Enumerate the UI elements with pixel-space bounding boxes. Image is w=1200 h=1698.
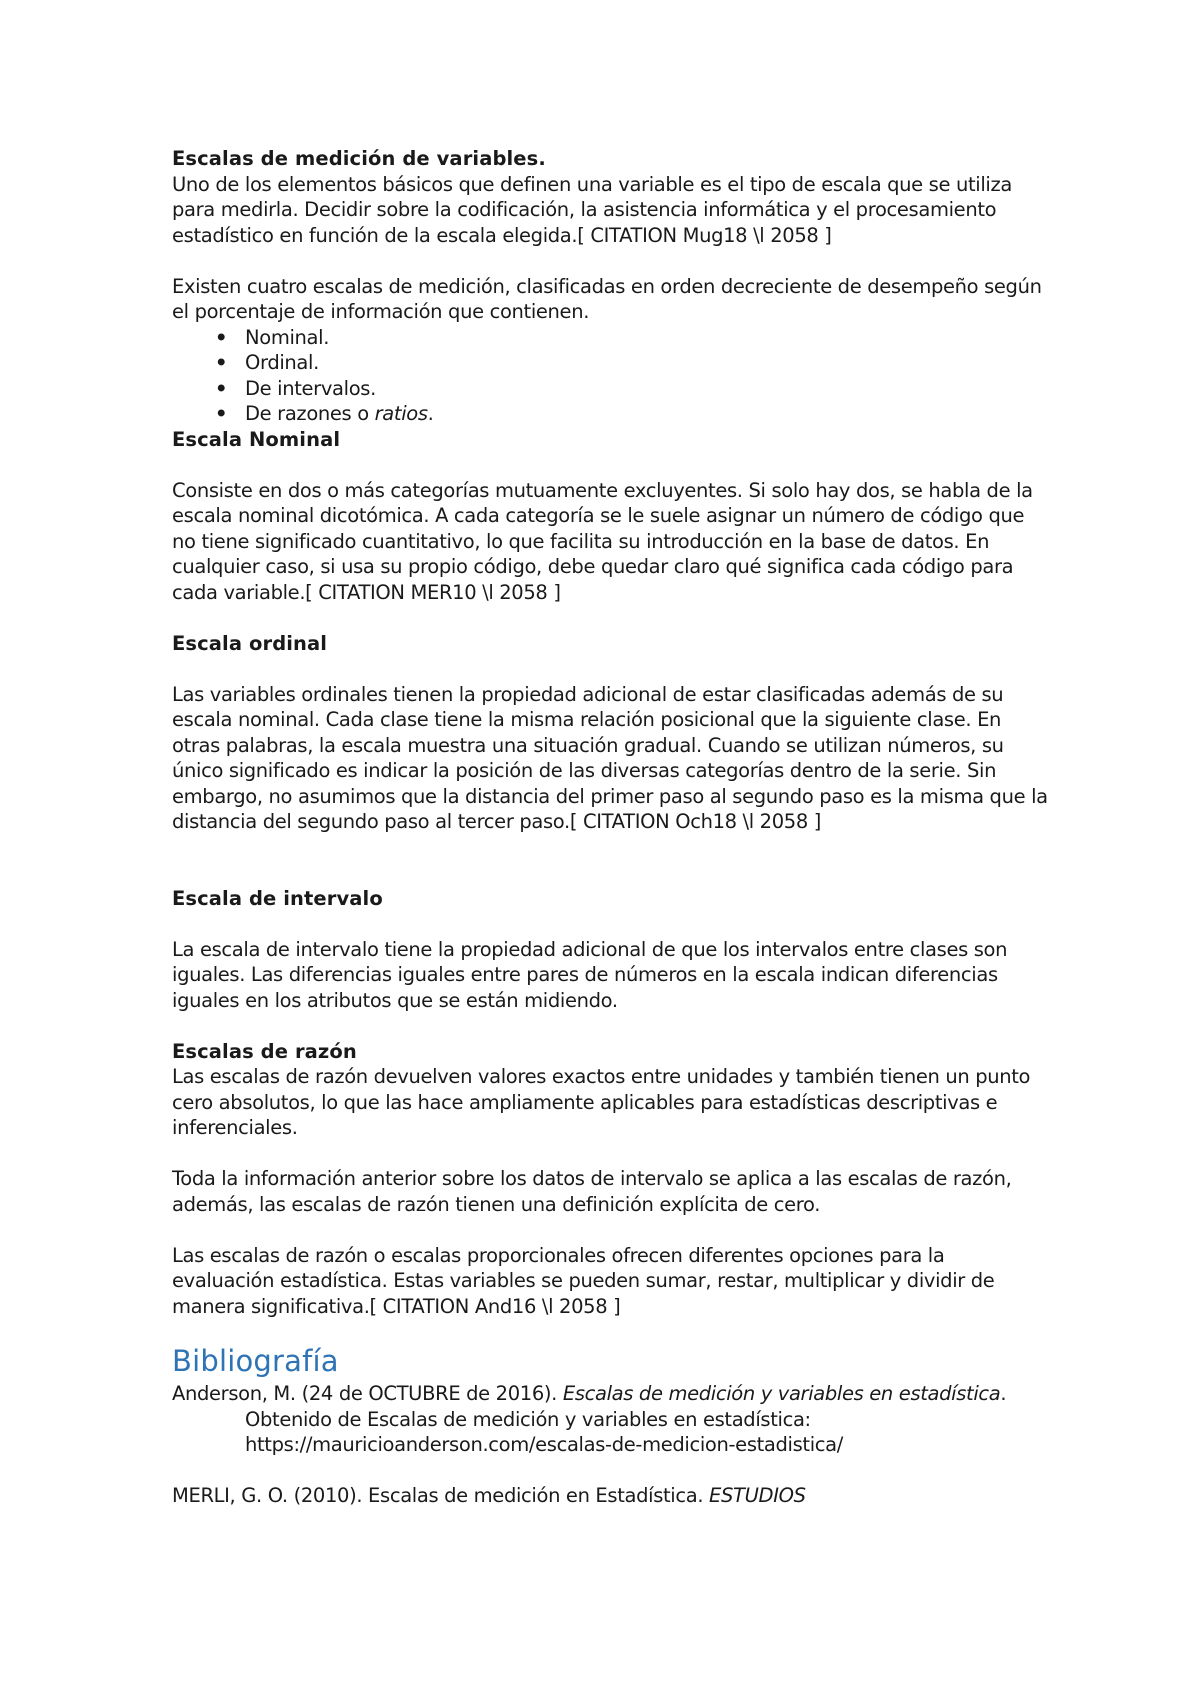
- bullet-icon: •: [215, 325, 228, 349]
- heading-escala-nominal: Escala Nominal: [172, 427, 341, 451]
- heading-escala-ordinal: Escala ordinal: [172, 631, 328, 655]
- bullet-icon: •: [215, 402, 228, 425]
- paragraph-razon-1: Las escalas de razón devuelven valores exactos entre unidades y también tienen un punto cero absolutos, lo que las hace ampliamente aplicables para estadísticas descriptivas e inferenciales.: [172, 1065, 1031, 1139]
- paragraph-razon-2: Toda la información anterior sobre los datos de intervalo se aplica a las escalas de razón, además, las escalas de razón tienen una definición explícita de cero.: [172, 1167, 1012, 1216]
- list-item: • De razones o ratios.: [215, 402, 434, 425]
- bullet-icon: •: [215, 351, 228, 374]
- paragraph-razon-3: Las escalas de razón o escalas proporcionales ofrecen diferentes opciones para la evaluación estadística. Estas variables se pueden sumar, restar, multiplicar y dividir de manera significativa.[ CITATION And16 \l 2058 ]: [172, 1243, 995, 1318]
- paragraph-intro: Uno de los elementos básicos que definen una variable es el tipo de escala que se utiliza para medirla. Decidir sobre la codificación, la asistencia informática y el procesamiento estadístico en función de la escala elegida.[ CITATION Mug18 \l 2058 ]: [172, 172, 1012, 247]
- paragraph-nominal: Consiste en dos o más categorías mutuamente excluyentes. Si solo hay dos, se habla de la escala nominal dicotómica. A cada categoría se le suele asignar un número de código que no tiene significado cuantitativo, lo que facilita su introducción en la base de datos. En cualquier caso, si usa su propio código, debe quedar claro qué significa cada código para cada variable.[ CITATION MER10 \l 2058 ]: [172, 478, 1033, 604]
- heading-bibliografia: Bibliografía: [172, 1344, 339, 1378]
- heading-escala-intervalo: Escala de intervalo: [172, 886, 383, 910]
- document-body: [172, 146, 1052, 1509]
- paragraph-cuatro-escalas: Existen cuatro escalas de medición, clasificadas en orden decreciente de desempeño según el porcentaje de información que contienen.: [172, 274, 1042, 323]
- bibliography-entry-merli: MERLI, G. O. (2010). Escalas de medición en Estadística. ESTUDIOS: [172, 1484, 806, 1507]
- paragraph-ordinal: Las variables ordinales tienen la propiedad adicional de estar clasificadas además de su escala nominal. Cada clase tiene la misma relación posicional que la siguiente clase. En otras palabras, la escala muestra una situación gradual. Cuando se utilizan números, su único significado es indicar la posición de las diversas categorías dentro de la serie. Sin embargo, no asumimos que la distancia del primer paso al segundo paso es la misma que la distancia del segundo paso al tercer paso.[ CITATION Och18 \l 2058 ]: [172, 682, 1048, 833]
- paragraph-intervalo: La escala de intervalo tiene la propiedad adicional de que los intervalos entre clases son iguales. Las diferencias iguales entre pares de números en la escala indican diferencias iguales en los atributos que se están midiendo.: [172, 937, 1008, 1012]
- list-item: • De intervalos.: [215, 376, 376, 400]
- heading-escalas-razon: Escalas de razón: [172, 1039, 357, 1063]
- bibliography-entry-anderson: Anderson, M. (24 de OCTUBRE de 2016). Escalas de medición y variables en estadística. Obtenido de Escalas de medición y variables en estadística: https://mauricioanderson.com/escalas-de-medicion-estadistica/: [172, 1382, 1007, 1456]
- list-item: • Ordinal.: [215, 351, 319, 374]
- bullet-icon: •: [215, 376, 228, 400]
- list-item: • Nominal.: [215, 325, 330, 349]
- scales-list: [172, 325, 1052, 427]
- heading-escalas-medicion: Escalas de medición de variables.: [172, 147, 546, 170]
